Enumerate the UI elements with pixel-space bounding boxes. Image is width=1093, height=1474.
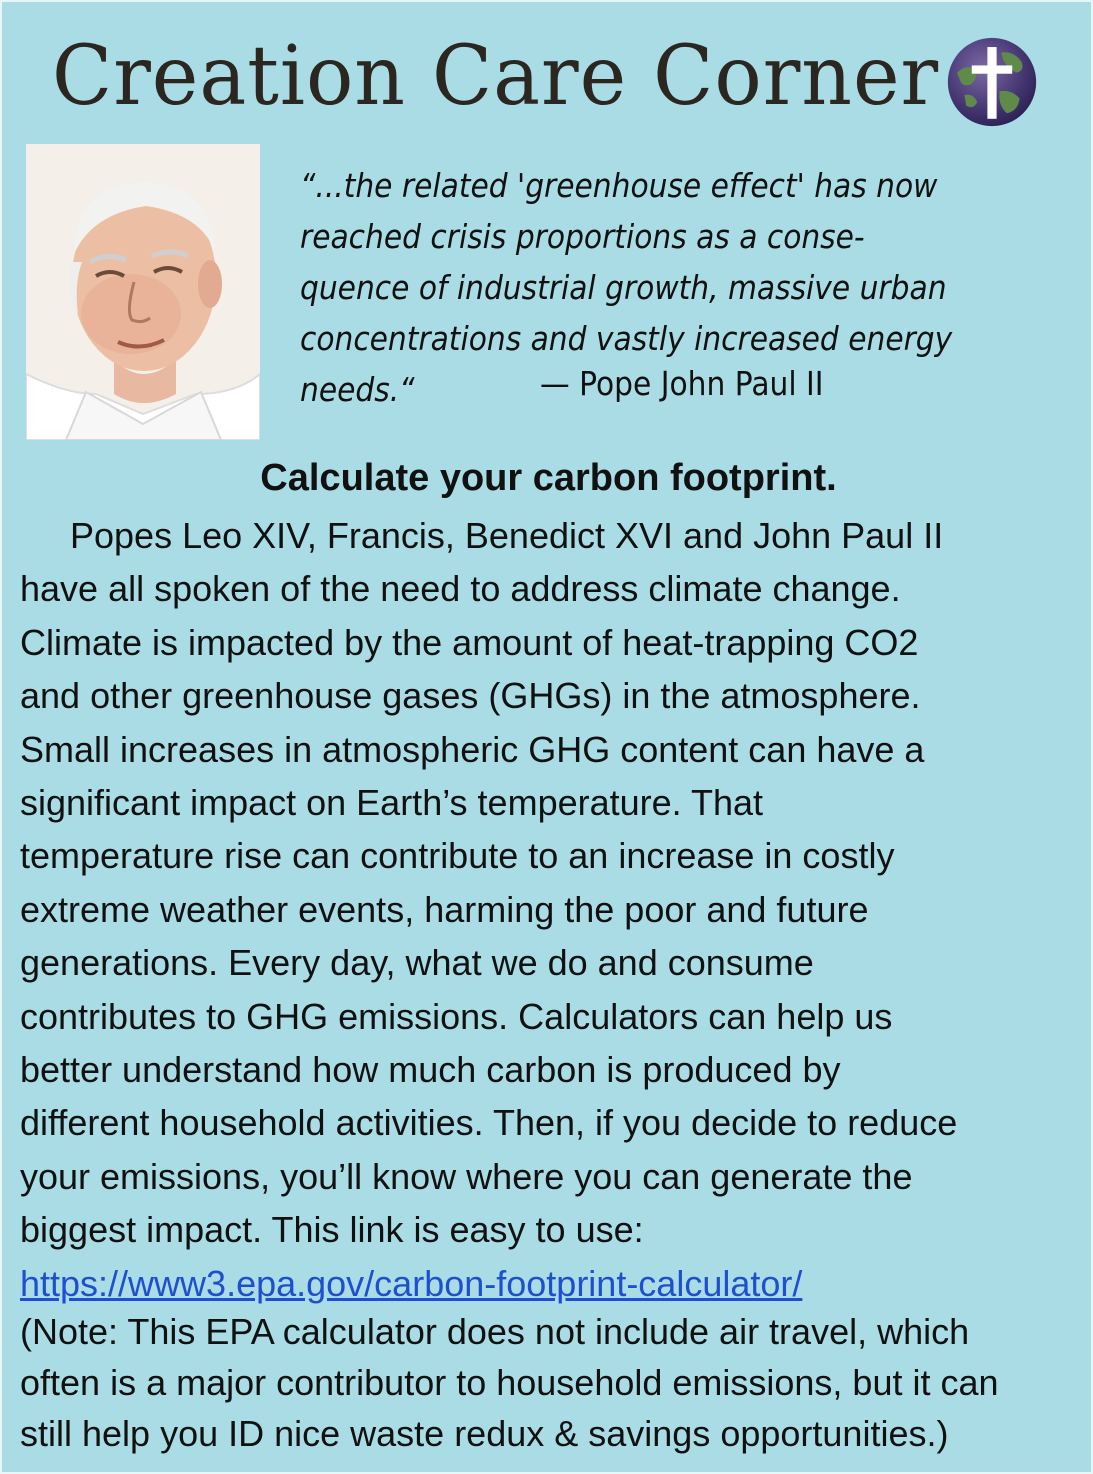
article-note	[20, 1306, 999, 1459]
article-body	[20, 509, 957, 1310]
note-line: still help you ID nice waste redux & savings opportunities.)	[20, 1413, 949, 1454]
body-line: contributes to GHG emissions. Calculators can help us	[20, 995, 893, 1037]
globe-cross-icon	[946, 36, 1038, 128]
quote-line: concentrations and vastly increased energy	[300, 319, 953, 358]
body-line: Small increases in atmospheric GHG content can have a	[20, 728, 925, 770]
pope-portrait	[26, 144, 260, 440]
quote-line: reached crisis proportions as a conse-	[300, 217, 865, 256]
note-line: (Note: This EPA calculator does not include air travel, which	[20, 1311, 970, 1352]
epa-calculator-link[interactable]: https://www3.epa.gov/carbon-footprint-calculator/	[20, 1262, 803, 1304]
body-line: generations. Every day, what we do and consume	[20, 942, 814, 984]
quote-line: needs.“	[300, 370, 415, 409]
body-line: extreme weather events, harming the poor and future	[20, 888, 869, 930]
body-line: Popes Leo XIV, Francis, Benedict XVI and John Paul II	[70, 515, 944, 556]
body-line: biggest impact. This link is easy to use:	[20, 1209, 644, 1251]
body-line: significant impact on Earth’s temperature. That	[20, 782, 764, 824]
body-line: better understand how much carbon is produced by	[20, 1049, 841, 1091]
body-line: Climate is impacted by the amount of heat-trapping CO2	[20, 621, 919, 663]
article-heading: Calculate your carbon footprint.	[260, 457, 837, 499]
body-line: temperature rise can contribute to an increase in costly	[20, 835, 895, 877]
quote-author: — Pope John Paul II	[540, 364, 824, 403]
page-title: Creation Care Corner	[52, 29, 940, 124]
body-line: and other greenhouse gases (GHGs) in the atmosphere.	[20, 675, 921, 717]
note-line: often is a major contributor to household emissions, but it can	[20, 1362, 999, 1403]
body-line: your emissions, you’ll know where you can generate the	[20, 1155, 913, 1197]
body-line: different household activities. Then, if you decide to reduce	[20, 1102, 958, 1144]
quote-line: quence of industrial growth, massive urban	[300, 268, 947, 307]
quote-line: “...the related 'greenhouse effect' has now	[300, 166, 938, 205]
body-line: have all spoken of the need to address climate change.	[20, 568, 901, 610]
